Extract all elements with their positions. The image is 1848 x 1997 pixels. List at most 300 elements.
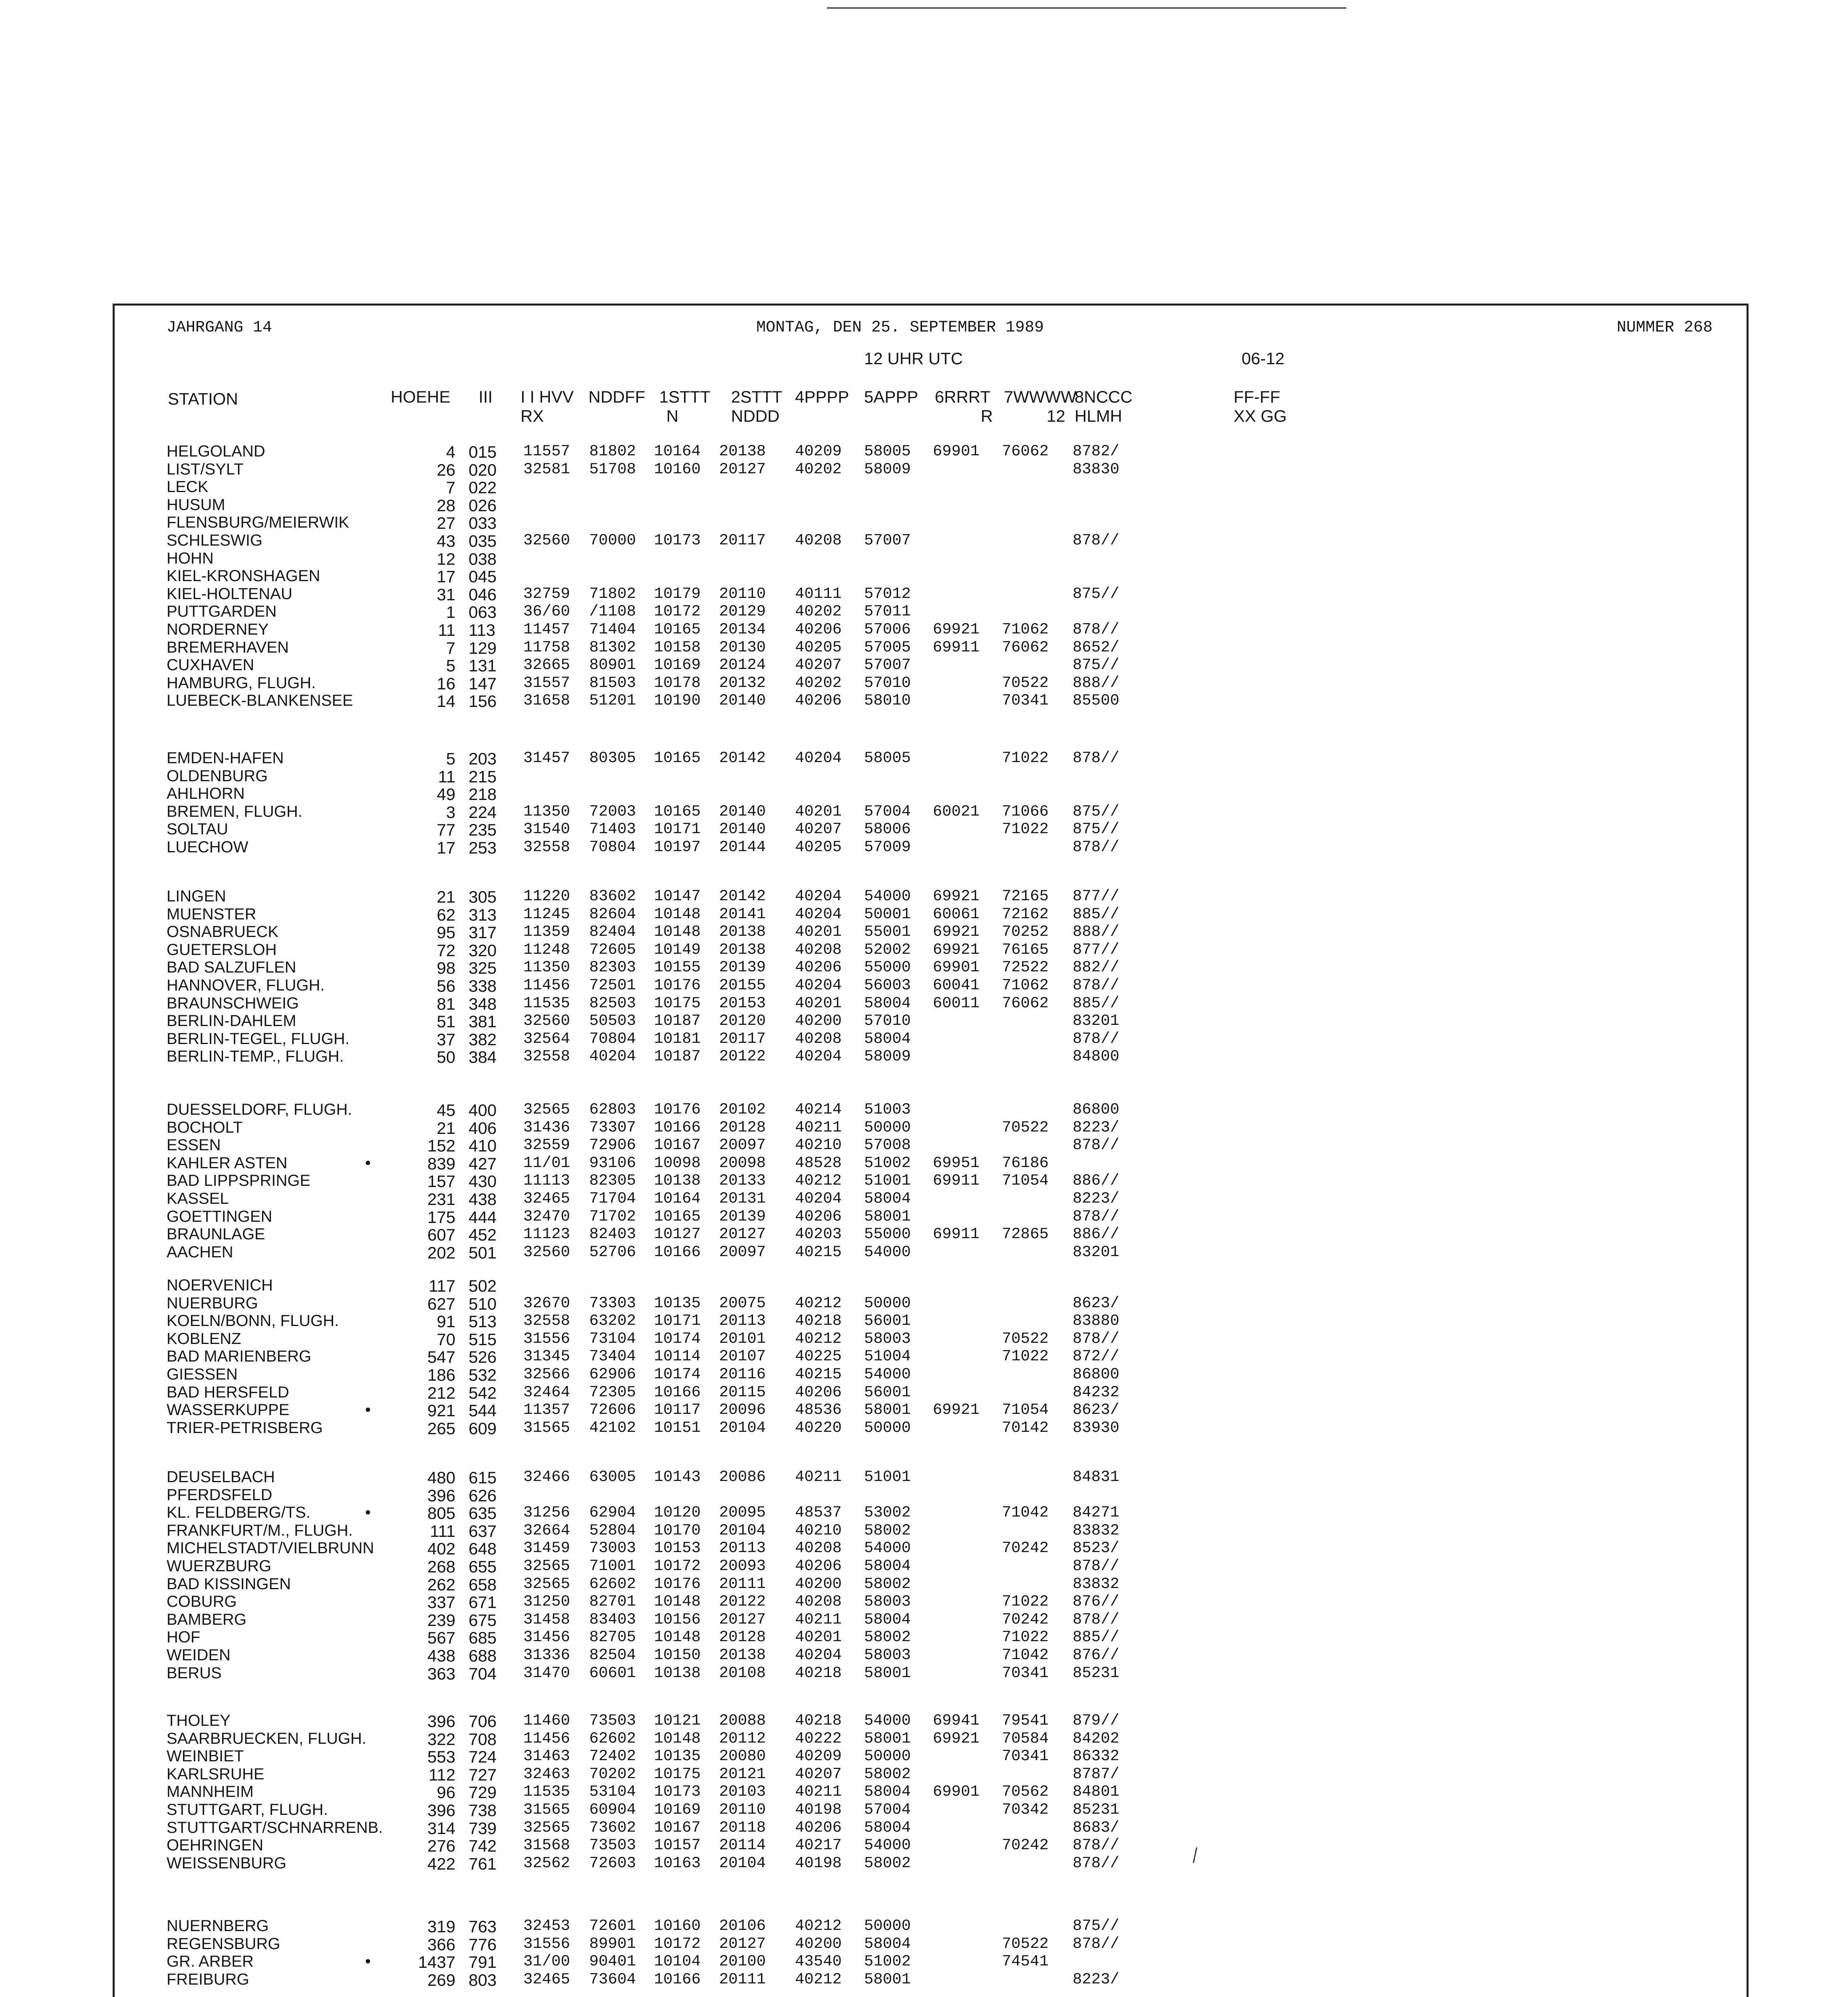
obs-group: 40203 — [795, 1225, 842, 1243]
station-id: 704 — [469, 1664, 497, 1683]
station-id: 325 — [469, 959, 497, 978]
obs-group: 10173 — [654, 1783, 701, 1801]
station-name: STUTTGART, FLUGH. — [167, 1801, 328, 1818]
station-id: 502 — [469, 1276, 497, 1295]
obs-group: 57006 — [864, 621, 911, 638]
obs-group: 876// — [1073, 1593, 1120, 1611]
obs-group: 32470 — [523, 1207, 570, 1225]
obs-group: 40204 — [795, 1048, 842, 1066]
obs-group: 57004 — [864, 1801, 911, 1818]
obs-group: 72165 — [1002, 887, 1049, 905]
station-id: 658 — [469, 1575, 497, 1594]
station-id: 317 — [469, 923, 497, 942]
station-elevation: 98 — [437, 959, 455, 978]
obs-group: 69901 — [933, 959, 980, 977]
obs-group: 8223/ — [1073, 1970, 1120, 1988]
obs-group: /1108 — [589, 603, 636, 621]
obs-group: 71001 — [589, 1557, 636, 1575]
obs-group: 51001 — [864, 1172, 911, 1190]
obs-group: 32564 — [523, 1030, 570, 1048]
obs-group: 31436 — [523, 1118, 570, 1136]
station-elevation: 268 — [427, 1557, 455, 1576]
obs-group: 20104 — [719, 1419, 766, 1437]
obs-group: 8523/ — [1073, 1539, 1120, 1557]
station-elevation: 480 — [427, 1468, 455, 1487]
obs-group: 53002 — [864, 1504, 911, 1522]
obs-group: 82503 — [589, 994, 636, 1012]
obs-group: 32562 — [523, 1854, 570, 1872]
station-name: KIEL-KRONSHAGEN — [167, 567, 320, 585]
obs-group: 40204 — [795, 1190, 842, 1207]
table-row — [0, 1330, 1848, 1348]
mountain-station-marker: • — [365, 1154, 371, 1172]
table-row — [0, 1819, 1848, 1836]
obs-group: 40211 — [795, 1610, 842, 1628]
obs-group: 20133 — [719, 1172, 766, 1190]
table-row — [0, 1854, 1848, 1872]
obs-group: 51003 — [864, 1101, 911, 1118]
station-elevation: 37 — [437, 1030, 455, 1049]
obs-group: 10166 — [654, 1970, 701, 1988]
obs-group: 878// — [1073, 977, 1120, 994]
obs-group: 872// — [1073, 1348, 1120, 1366]
obs-group: 54000 — [864, 1712, 911, 1729]
station-id: 727 — [469, 1765, 497, 1784]
obs-group: 20142 — [719, 749, 766, 767]
obs-group: 32560 — [523, 1243, 570, 1261]
obs-group: 83832 — [1073, 1521, 1120, 1539]
obs-group: 10163 — [654, 1854, 701, 1872]
station-elevation: 28 — [437, 496, 455, 515]
station-elevation: 21 — [437, 1118, 455, 1137]
obs-group: 51002 — [864, 1154, 911, 1172]
station-name: NORDERNEY — [167, 621, 269, 638]
obs-group: 40202 — [795, 603, 842, 621]
obs-group: 40206 — [795, 1557, 842, 1575]
obs-group: 71702 — [589, 1207, 636, 1225]
station-elevation: 3 — [446, 802, 455, 822]
obs-group: 58004 — [864, 1557, 911, 1575]
obs-group: 58009 — [864, 1048, 911, 1066]
obs-group: 11/01 — [523, 1154, 570, 1172]
table-row — [0, 977, 1848, 994]
obs-group: 875// — [1073, 820, 1120, 838]
obs-group: 877// — [1073, 887, 1120, 905]
obs-group: 54000 — [864, 1366, 911, 1383]
obs-group: 40217 — [795, 1836, 842, 1854]
obs-group: 54000 — [864, 1539, 911, 1557]
obs-group: 57007 — [864, 532, 911, 549]
obs-group: 56001 — [864, 1383, 911, 1401]
obs-group: 58004 — [864, 1935, 911, 1953]
station-name: SCHLESWIG — [167, 532, 263, 549]
station-name: LUEBECK-BLANKENSEE — [167, 692, 353, 710]
obs-group: 878// — [1073, 1330, 1120, 1348]
station-id: 626 — [469, 1486, 497, 1505]
obs-group: 8223/ — [1073, 1190, 1120, 1207]
obs-group: 83880 — [1073, 1312, 1120, 1330]
obs-group: 10179 — [654, 585, 701, 603]
obs-group: 10175 — [654, 1765, 701, 1783]
station-elevation: 50 — [437, 1048, 455, 1067]
obs-group: 72003 — [589, 802, 636, 820]
obs-group: 20138 — [719, 941, 766, 959]
obs-group: 10148 — [654, 905, 701, 923]
obs-group: 10172 — [654, 1935, 701, 1953]
obs-group: 20111 — [719, 1970, 766, 1988]
table-row — [0, 478, 1848, 496]
obs-group: 70341 — [1002, 1747, 1049, 1765]
obs-group: 10165 — [654, 802, 701, 820]
obs-group: 10169 — [654, 656, 701, 674]
station-id: 113 — [469, 621, 495, 639]
station-name: SOLTAU — [167, 820, 229, 838]
obs-group: 82701 — [589, 1593, 636, 1611]
obs-group: 83602 — [589, 887, 636, 905]
station-elevation: 43 — [437, 532, 455, 550]
obs-group: 885// — [1073, 994, 1120, 1012]
station-elevation: 77 — [437, 820, 455, 840]
obs-group: 82305 — [589, 1172, 636, 1190]
station-elevation: 12 — [437, 549, 455, 568]
obs-group: 31565 — [523, 1801, 570, 1818]
table-row — [0, 785, 1848, 802]
station-id: 637 — [469, 1521, 497, 1540]
obs-group: 20110 — [719, 1801, 766, 1818]
obs-group: 60011 — [933, 994, 980, 1012]
obs-group: 888// — [1073, 674, 1120, 692]
obs-group: 58010 — [864, 692, 911, 710]
obs-group: 20138 — [719, 443, 766, 460]
obs-group: 10175 — [654, 994, 701, 1012]
table-row — [0, 1012, 1848, 1030]
obs-group: 73003 — [589, 1539, 636, 1557]
obs-group: 83201 — [1073, 1243, 1120, 1261]
obs-group: 10174 — [654, 1366, 701, 1383]
station-elevation: 921 — [427, 1401, 455, 1420]
station-id: 438 — [469, 1190, 497, 1209]
station-name: GUETERSLOH — [167, 941, 277, 959]
station-elevation: 5 — [446, 749, 455, 768]
obs-group: 58003 — [864, 1593, 911, 1611]
obs-group: 62906 — [589, 1366, 636, 1383]
obs-group: 73503 — [589, 1836, 636, 1854]
obs-group: 20130 — [719, 638, 766, 656]
obs-group: 72522 — [1002, 959, 1049, 977]
station-id: 510 — [469, 1294, 497, 1313]
obs-group: 882// — [1073, 959, 1120, 977]
obs-group: 58004 — [864, 1818, 911, 1836]
obs-group: 58005 — [864, 443, 911, 460]
obs-group: 40208 — [795, 532, 842, 549]
station-elevation: 16 — [437, 674, 455, 693]
station-elevation: 438 — [427, 1646, 455, 1665]
obs-group: 58001 — [864, 1401, 911, 1419]
obs-group: 10098 — [654, 1154, 701, 1172]
table-row — [0, 1294, 1848, 1312]
obs-group: 40204 — [795, 1646, 842, 1664]
obs-group: 10160 — [654, 460, 701, 478]
obs-group: 40212 — [795, 1970, 842, 1988]
obs-group: 70341 — [1002, 692, 1049, 710]
obs-group: 69901 — [933, 1783, 980, 1801]
obs-group: 57004 — [864, 802, 911, 820]
obs-group: 20155 — [719, 977, 766, 994]
obs-group: 31658 — [523, 692, 570, 710]
obs-group: 32566 — [523, 1366, 570, 1383]
obs-group: 86332 — [1073, 1747, 1120, 1765]
station-id: 038 — [469, 549, 497, 568]
table-row — [0, 1366, 1848, 1383]
obs-group: 83832 — [1073, 1575, 1120, 1593]
obs-group: 875// — [1073, 656, 1120, 674]
obs-group: 11350 — [523, 802, 570, 820]
obs-group: 875// — [1073, 802, 1120, 820]
mountain-station-marker: • — [365, 1953, 371, 1971]
station-elevation: 11 — [438, 767, 455, 786]
obs-group: 69921 — [933, 621, 980, 638]
obs-group: 32558 — [523, 1048, 570, 1066]
obs-group: 10171 — [654, 820, 701, 838]
station-id: 033 — [469, 514, 497, 533]
obs-group: 70242 — [1002, 1539, 1049, 1557]
obs-group: 82303 — [589, 959, 636, 977]
obs-group: 20139 — [719, 1207, 766, 1225]
obs-group: 58002 — [864, 1628, 911, 1646]
obs-group: 32465 — [523, 1970, 570, 1988]
obs-group: 40202 — [795, 460, 842, 478]
obs-group: 10176 — [654, 977, 701, 994]
station-name: GOETTINGEN — [167, 1207, 272, 1225]
station-id: 427 — [469, 1154, 497, 1173]
obs-group: 50000 — [864, 1294, 911, 1312]
obs-group: 58002 — [864, 1765, 911, 1783]
station-id: 761 — [469, 1854, 497, 1873]
station-name: LIST/SYLT — [167, 460, 244, 478]
table-row — [0, 1783, 1848, 1800]
obs-group: 62904 — [589, 1504, 636, 1522]
station-id: 526 — [469, 1348, 497, 1367]
station-name: HOF — [167, 1628, 201, 1646]
station-name: GIESSEN — [167, 1366, 238, 1383]
obs-group: 58009 — [864, 460, 911, 478]
obs-group: 60021 — [933, 802, 980, 820]
station-elevation: 553 — [427, 1747, 455, 1767]
obs-group: 32581 — [523, 460, 570, 478]
station-id: 063 — [469, 603, 497, 622]
obs-group: 72605 — [589, 941, 636, 959]
obs-group: 40201 — [795, 1628, 842, 1646]
obs-group: 56003 — [864, 977, 911, 994]
obs-group: 32664 — [523, 1521, 570, 1539]
obs-group: 32463 — [523, 1765, 570, 1783]
obs-group: 70522 — [1002, 674, 1049, 692]
obs-group: 70522 — [1002, 1118, 1049, 1136]
table-row — [0, 1953, 1848, 1970]
col-3: 1STTT — [659, 387, 711, 406]
obs-group: 20122 — [719, 1048, 766, 1066]
station-name: MICHELSTADT/VIELBRUNN — [167, 1539, 374, 1557]
obs-group: 20097 — [719, 1243, 766, 1261]
obs-group: 10160 — [654, 1917, 701, 1935]
obs-group: 55000 — [864, 1225, 911, 1243]
station-elevation: 21 — [437, 887, 455, 906]
station-id: 671 — [469, 1593, 497, 1612]
obs-group: 40205 — [795, 638, 842, 656]
station-id: 738 — [469, 1801, 497, 1820]
station-id: 452 — [469, 1225, 497, 1245]
table-row — [0, 1030, 1848, 1048]
station-name: BREMEN, FLUGH. — [167, 802, 303, 820]
station-id: 235 — [469, 820, 497, 840]
obs-group: 40215 — [795, 1366, 842, 1383]
obs-group: 69941 — [933, 1712, 980, 1729]
obs-group: 40210 — [795, 1521, 842, 1539]
obs-group: 71022 — [1002, 1593, 1049, 1611]
obs-group: 72402 — [589, 1747, 636, 1765]
obs-group: 40204 — [589, 1048, 636, 1066]
station-id: 708 — [469, 1729, 497, 1749]
station-id: 544 — [469, 1401, 497, 1420]
obs-group: 20117 — [719, 1030, 766, 1048]
obs-group: 69921 — [933, 887, 980, 905]
table-row — [0, 820, 1848, 838]
obs-group: 10171 — [654, 1312, 701, 1330]
obs-group: 40202 — [795, 674, 842, 692]
obs-group: 40206 — [795, 959, 842, 977]
obs-group: 20102 — [719, 1101, 766, 1118]
table-row — [0, 1243, 1848, 1261]
table-row — [0, 1276, 1848, 1294]
obs-group: 20140 — [719, 692, 766, 710]
table-row — [0, 1208, 1848, 1225]
obs-group: 11758 — [523, 638, 570, 656]
station-elevation: 31 — [437, 585, 455, 604]
station-name: KIEL-HOLTENAU — [167, 585, 292, 603]
station-id: 203 — [469, 749, 497, 768]
col-hoehe: HOEHE — [391, 387, 451, 406]
obs-group: 69911 — [933, 1172, 980, 1190]
obs-group: 875// — [1073, 1917, 1120, 1935]
obs-group: 57011 — [864, 603, 911, 621]
col-8: 7WWWW — [1004, 387, 1077, 406]
station-elevation: 231 — [427, 1190, 455, 1209]
obs-group: 8623/ — [1073, 1401, 1120, 1419]
obs-group: 40204 — [795, 905, 842, 923]
obs-group: 10166 — [654, 1118, 701, 1136]
obs-group: 73303 — [589, 1294, 636, 1312]
obs-group: 10176 — [654, 1575, 701, 1593]
obs-group: 11357 — [523, 1401, 570, 1419]
obs-group: 11557 — [523, 443, 570, 460]
obs-group: 31565 — [523, 1419, 570, 1437]
obs-group: 50000 — [864, 1917, 911, 1935]
station-id: 348 — [469, 994, 497, 1013]
station-id: 763 — [469, 1917, 497, 1936]
station-name: KASSEL — [167, 1190, 229, 1207]
table-row — [0, 1611, 1848, 1628]
obs-group: 71062 — [1002, 977, 1049, 994]
station-elevation: 56 — [437, 977, 455, 995]
obs-group: 20108 — [719, 1664, 766, 1682]
obs-group: 20075 — [719, 1294, 766, 1312]
station-name: LECK — [167, 478, 209, 496]
obs-group: 11245 — [523, 905, 570, 923]
obs-group: 40200 — [795, 1012, 842, 1030]
col-6: 5APPP — [864, 387, 918, 406]
obs-group: 10148 — [654, 1628, 701, 1646]
obs-group: 885// — [1073, 905, 1120, 923]
station-name: EMDEN-HAFEN — [167, 749, 284, 767]
obs-group: 878// — [1073, 1854, 1120, 1872]
obs-group: 20080 — [719, 1747, 766, 1765]
table-row — [0, 585, 1848, 603]
obs-group: 50000 — [864, 1747, 911, 1765]
station-elevation: 314 — [427, 1818, 455, 1838]
obs-group: 62602 — [589, 1729, 636, 1747]
station-name: AACHEN — [167, 1243, 233, 1261]
table-row — [0, 603, 1848, 620]
obs-group: 51708 — [589, 460, 636, 478]
obs-group: 10172 — [654, 1557, 701, 1575]
obs-group: 82604 — [589, 905, 636, 923]
station-name: LUECHOW — [167, 838, 248, 856]
obs-group: 20112 — [719, 1729, 766, 1747]
obs-group: 40208 — [795, 1539, 842, 1557]
obs-group: 71022 — [1002, 820, 1049, 838]
obs-group: 70202 — [589, 1765, 636, 1783]
obs-group: 70342 — [1002, 1801, 1049, 1818]
table-row — [0, 1539, 1848, 1557]
obs-group: 11359 — [523, 923, 570, 941]
obs-group: 20127 — [719, 1935, 766, 1953]
station-id: 015 — [469, 443, 497, 461]
obs-group: 69951 — [933, 1154, 980, 1172]
obs-group: 62803 — [589, 1101, 636, 1118]
obs-group: 878// — [1073, 1136, 1120, 1154]
obs-group: 40211 — [795, 1118, 842, 1136]
obs-group: 80305 — [589, 749, 636, 767]
table-row — [0, 1747, 1848, 1765]
station-name: BAD LIPPSPRINGE — [167, 1172, 311, 1190]
station-id: 026 — [469, 496, 497, 515]
obs-group: 42102 — [589, 1419, 636, 1437]
station-elevation: 396 — [427, 1486, 455, 1505]
obs-group: 20138 — [719, 1646, 766, 1664]
station-elevation: 91 — [437, 1312, 455, 1331]
obs-group: 20103 — [719, 1783, 766, 1801]
obs-group: 20097 — [719, 1136, 766, 1154]
obs-group: 76062 — [1002, 443, 1049, 460]
obs-group: 58004 — [864, 1783, 911, 1801]
obs-group: 69921 — [933, 923, 980, 941]
station-elevation: 157 — [427, 1172, 455, 1191]
station-id: 035 — [469, 532, 497, 550]
station-elevation: 5 — [446, 656, 455, 675]
obs-group: 40208 — [795, 1593, 842, 1611]
obs-group: 70522 — [1002, 1330, 1049, 1348]
obs-group: 879// — [1073, 1712, 1120, 1729]
obs-group: 878// — [1073, 621, 1120, 638]
obs-group: 58004 — [864, 994, 911, 1012]
obs-group: 10148 — [654, 923, 701, 941]
obs-group: 82705 — [589, 1628, 636, 1646]
obs-group: 10178 — [654, 674, 701, 692]
station-elevation: 567 — [427, 1628, 455, 1648]
table-row — [0, 1225, 1848, 1243]
obs-group: 69911 — [933, 638, 980, 656]
obs-group: 86800 — [1073, 1101, 1120, 1118]
